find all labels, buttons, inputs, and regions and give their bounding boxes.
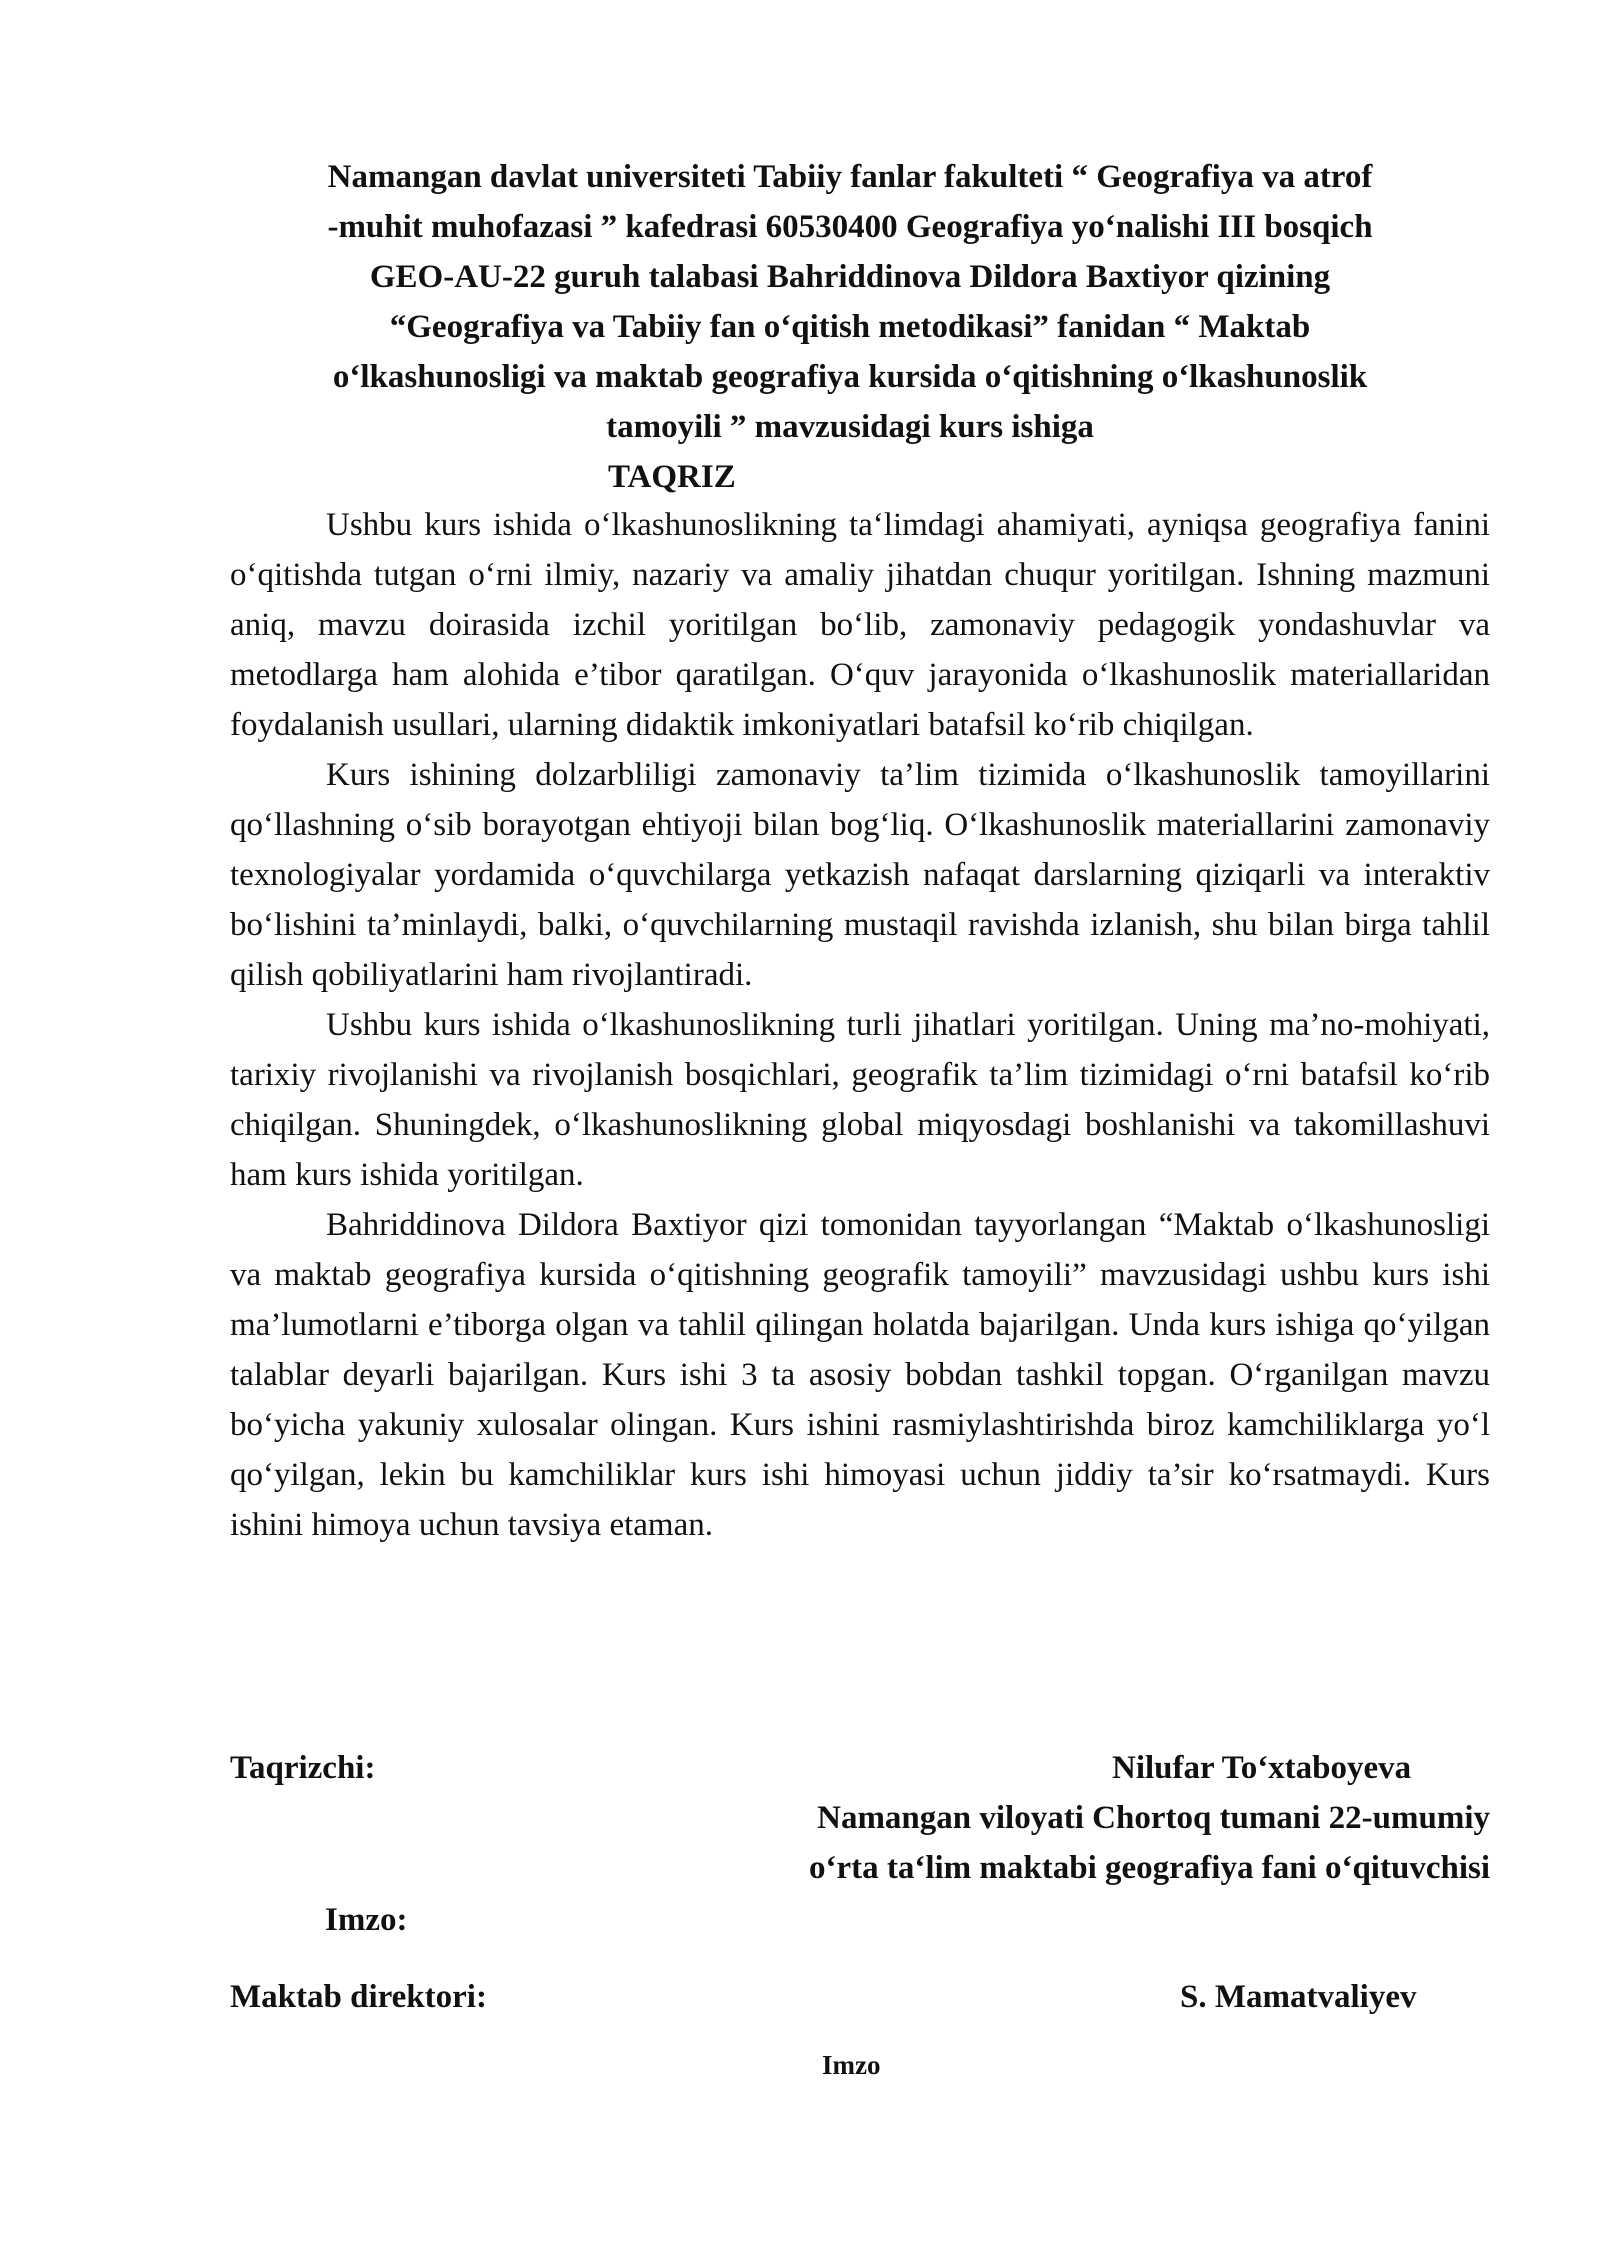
header-line: tamoyili ” mavzusidagi kurs ishiga [606,409,1094,445]
reviewer-position-line1: Namangan viloyati Chortoq tumani 22-umumiy [817,1800,1490,1836]
header-line: GEO-AU-22 guruh talabasi Bahriddinova Dildora Baxtiyor qizining [369,259,1331,295]
header-line: “Geografiya va Tabiiy fan o‘qitish metodikasi” fanidan “ Maktab [389,309,1311,345]
body-paragraph: Ushbu kurs ishida o‘lkashunoslikning turli jihatlari yoritilgan. Uning ma’no-mohiyati, tarixiy rivojlanishi va rivojlanish bosqichlari, geografik ta’lim tizimidagi o‘rni batafsil ko‘rib chiqilgan. Shuningdek, o‘lkashunoslikning global miqyosdagi boshlanishi va takomillashuvi ham kurs ishida yoritilgan. [230,1007,1490,1193]
reviewer-name: Nilufar To‘xtaboyeva [1112,1750,1412,1786]
document-body [230,500,1490,1550]
body-paragraph: Ushbu kurs ishida o‘lkashunoslikning ta‘limdagi ahamiyati, ayniqsa geografiya fanini o‘qitishda tutgan o‘rni ilmiy, nazariy va amaliy jihatdan chuqur yoritilgan. Ishning mazmuni aniq, mavzu doirasida izchil yoritilgan bo‘lib, zamonaviy pedagogik yondashuvlar va metodlarga ham alohida e’tibor qaratilgan. O‘quv jarayonida o‘lkashunoslik materiallaridan foydalanish usullari, ularning didaktik imkoniyatlari batafsil ko‘rib chiqilgan. [230,507,1490,743]
director-label: Maktab direktori: [230,1979,487,2015]
director-name: S. Mamatvaliyev [1180,1979,1417,2015]
header-line: o‘lkashunosligi va maktab geografiya kursida o‘qitishning o‘lkashunoslik [332,359,1368,395]
header-line: Namangan davlat universiteti Tabiiy fanlar fakulteti “ Geografiya va atrof [327,159,1373,195]
header-line: -muhit muhofazasi ” kafedrasi 60530400 Geografiya yo‘nalishi III bosqich [327,209,1373,245]
reviewer-label: Taqrizchi: [230,1750,376,1786]
reviewer-position-line2: o‘rta ta‘lim maktabi geografiya fani o‘qituvchisi [808,1850,1490,1886]
director-signature-label: Imzo [822,2050,881,2080]
body-paragraph: Kurs ishining dolzarbliligi zamonaviy ta’lim tizimida o‘lkashunoslik tamoyillarini qo‘llashning o‘sib borayotgan ehtiyoji bilan bog‘liq. O‘lkashunoslik materiallarini zamonaviy texnologiyalar yordamida o‘quvchilarga yetkazish nafaqat darslarning qiziqarli va interaktiv bo‘lishini ta’minlaydi, balki, o‘quvchilarning mustaqil ravishda izlanish, shu bilan birga tahlil qilish qobiliyatlarini ham rivojlantiradi. [230,757,1490,993]
reviewer-signature-label: Imzo: [325,1902,408,1938]
document-header [230,152,1470,452]
document-title: TAQRIZ [608,459,736,495]
body-paragraph: Bahriddinova Dildora Baxtiyor qizi tomonidan tayyorlangan “Maktab o‘lkashunosligi va maktab geografiya kursida o‘qitishning geografik tamoyili” mavzusidagi ushbu kurs ishi ma’lumotlarni e’tiborga olgan va tahlil qilingan holatda bajarilgan. Unda kurs ishiga qo‘yilgan talablar deyarli bajarilgan. Kurs ishi 3 ta asosiy bobdan tashkil topgan. O‘rganilgan mavzu bo‘yicha yakuniy xulosalar olingan. Kurs ishini rasmiylashtirishda biroz kamchiliklarga yo‘l qo‘yilgan, lekin bu kamchiliklar kurs ishi himoyasi uchun jiddiy ta’sir ko‘rsatmaydi. Kurs ishini himoya uchun tavsiya etaman. [230,1207,1490,1543]
